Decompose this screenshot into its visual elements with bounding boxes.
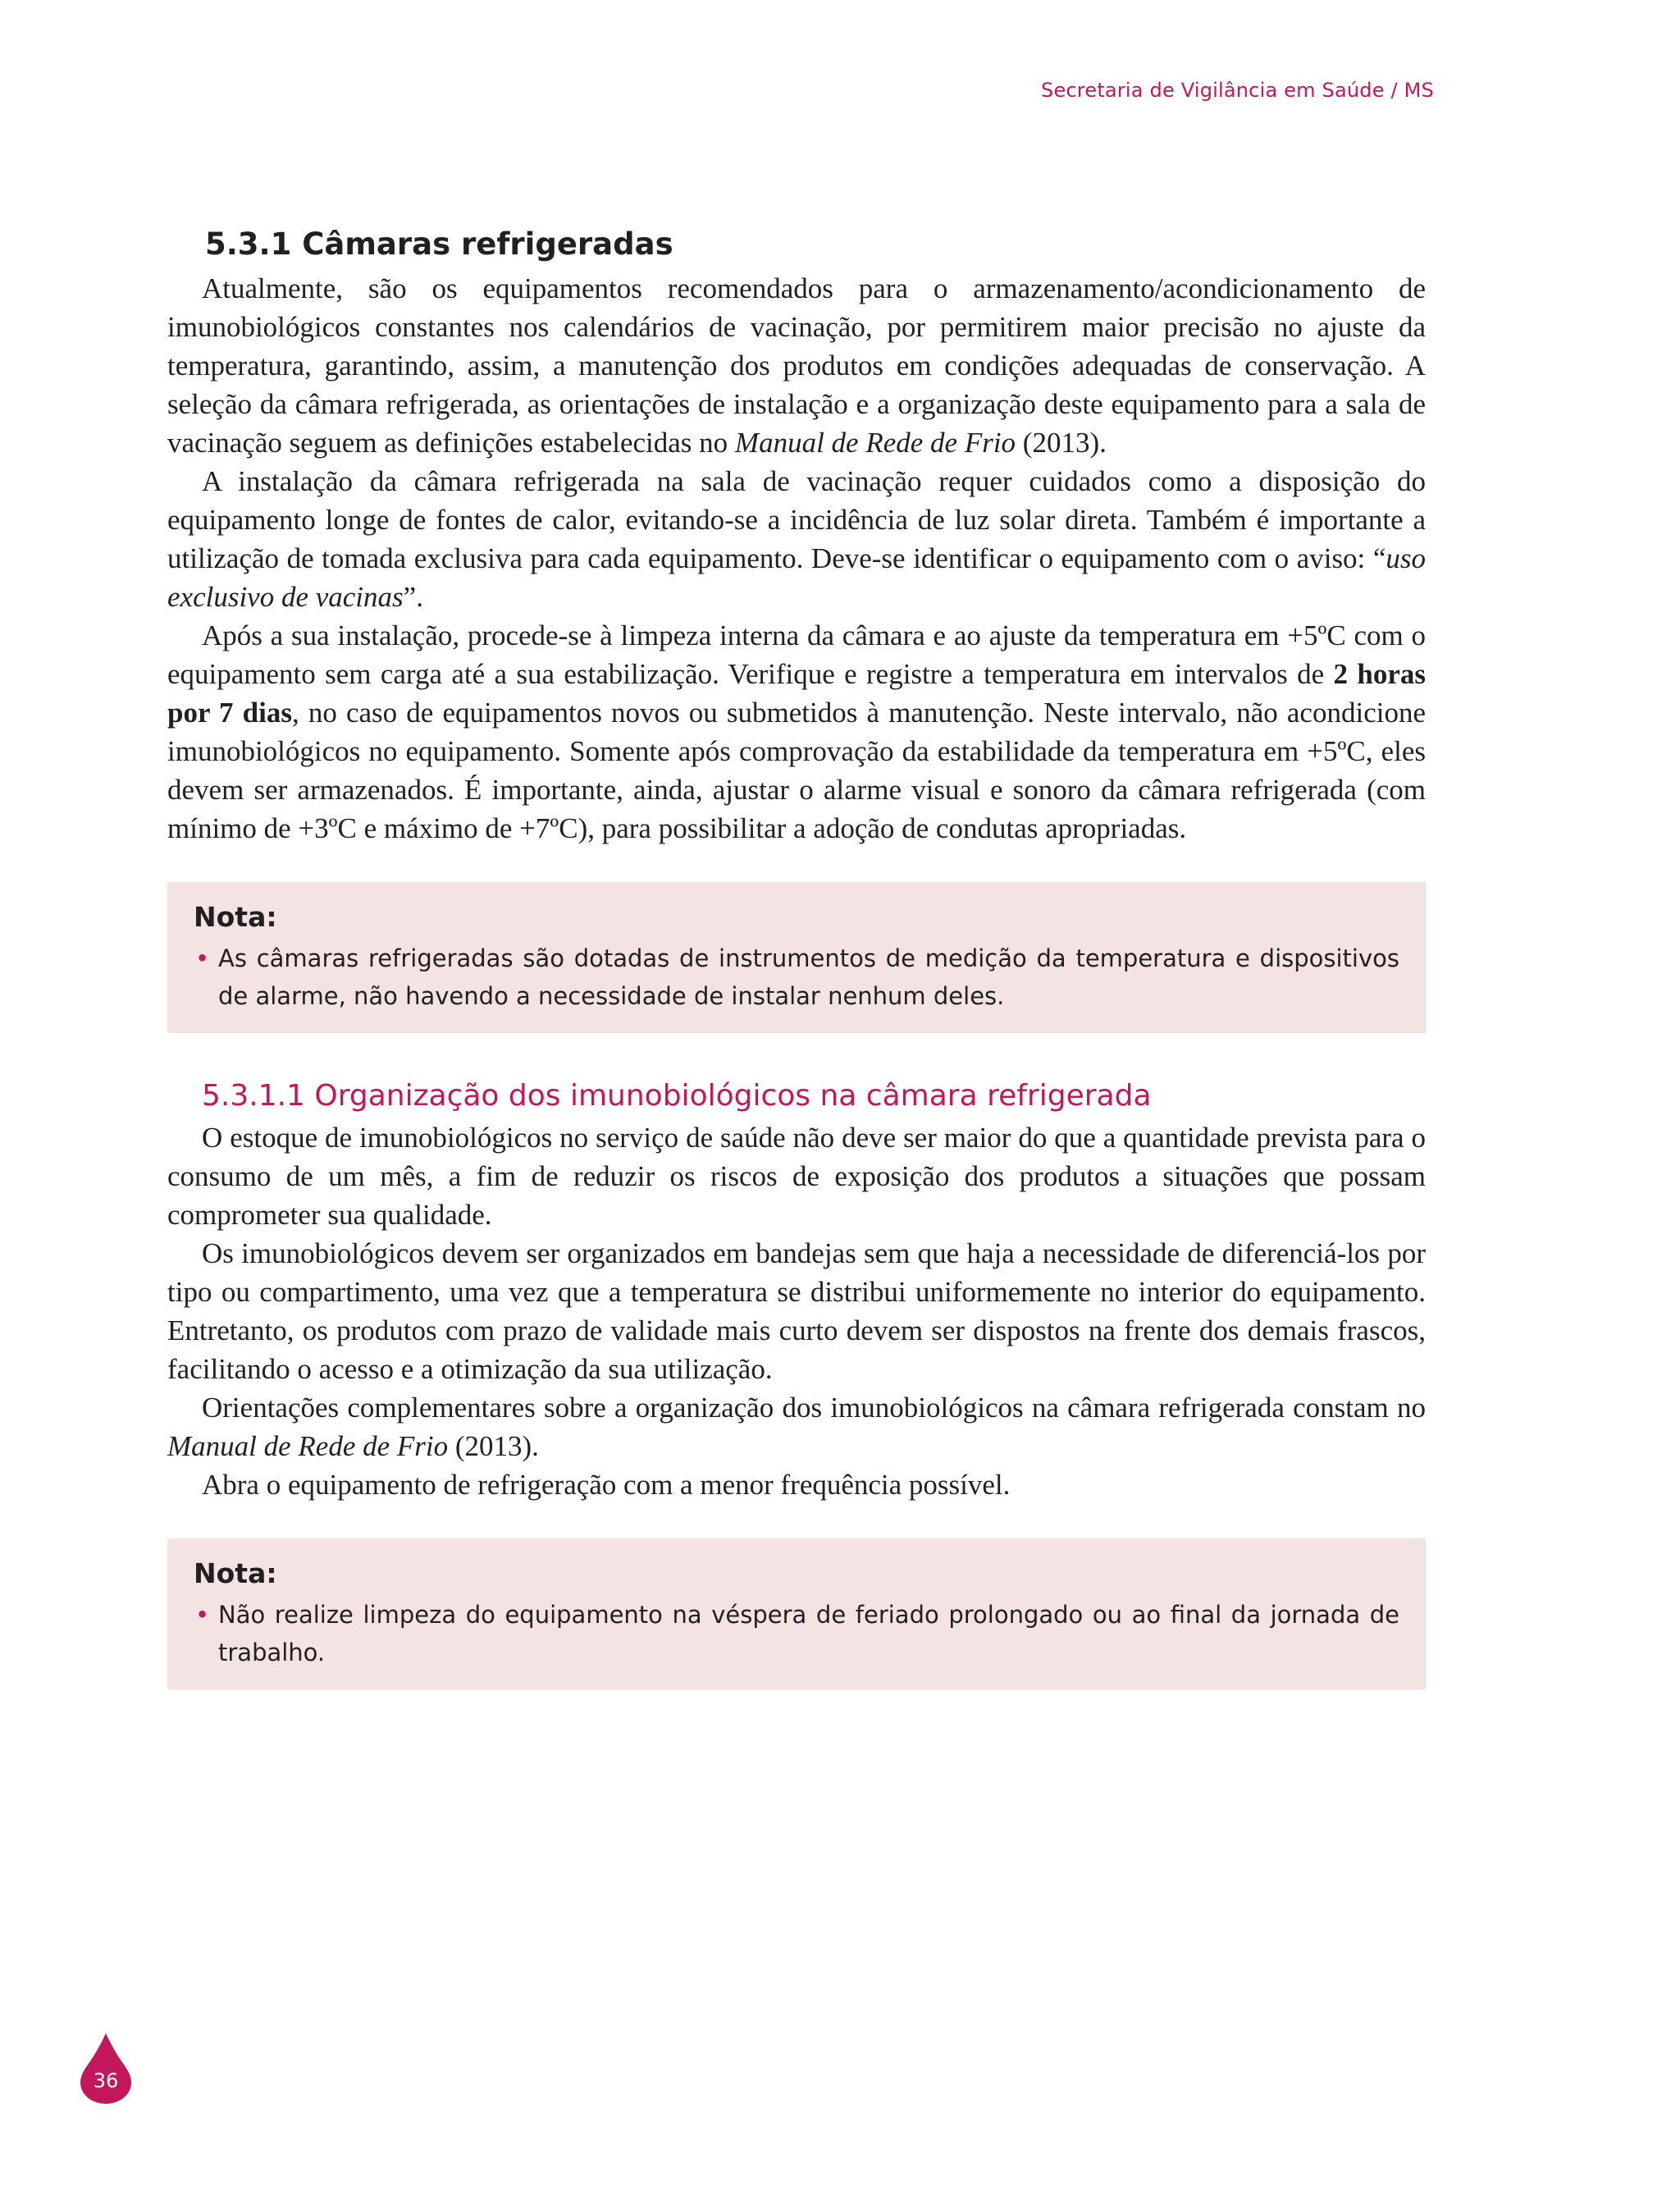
page-number: 36 — [93, 2069, 119, 2092]
section-heading: 5.3.1 Câmaras refrigeradas — [205, 226, 673, 262]
note-title: Nota: — [194, 901, 277, 933]
interval-emphasis: 2 horas por 7 dias — [167, 658, 1426, 729]
note-box-1 — [167, 882, 1426, 1033]
bullet-icon: • — [195, 1601, 210, 1629]
subsection-paragraph-1: O estoque de imunobiológicos no serviço de saúde não deve ser maior do que a quantidade prevista para o consumo de um mês, a fim de reduzir os riscos de exposição dos produtos a situações que possam comprometer sua qualidade. — [167, 1122, 1426, 1231]
manual-reference: Manual de Rede de Frio — [167, 1430, 449, 1462]
note-item: • Não realize limpeza do equipamento na véspera de feriado prolongado ou ao final da jornada de trabalho. — [194, 1596, 1399, 1671]
subsection-paragraph-2: Os imunobiológicos devem ser organizados em bandejas sem que haja a necessidade de diferenciá-los por tipo ou compartimento, uma vez que a temperatura se distribui uniformemente no interior do equipamento. Entretanto, os produtos com prazo de validade mais curto devem ser dispostos na frente dos demais frascos, facilitando o acesso e a otimização da sua utilização. — [167, 1237, 1426, 1385]
section-paragraph-2: A instalação da câmara refrigerada na sala de vacinação requer cuidados como a disposição do equipamento longe de fontes de calor, evitando-se a incidência de luz solar direta. Também é importante a utilização de tomada exclusiva para cada equipamento. Deve-se identificar o equipamento com o aviso: “uso exclusivo de vacinas”. — [167, 465, 1426, 613]
subsection-paragraph-3: Orientações complementares sobre a organização dos imunobiológicos na câmara refrigerada constam no Manual de Rede de Frio (2013). — [167, 1392, 1426, 1462]
note-list — [194, 1596, 1399, 1671]
note-box-2 — [167, 1538, 1426, 1689]
section-paragraph-1: Atualmente, são os equipamentos recomendados para o armazenamento/acondicionamento de imunobiológicos constantes nos calendários de vacinação, por permitirem maior precisão no ajuste da temperatura, garantindo, assim, a manutenção dos produtos em condições adequadas de conservação. A seleção da câmara refrigerada, as orientações de instalação e a organização deste equipamento para a sala de vacinação seguem as definições estabelecidas no Manual de Rede de Frio (2013). — [167, 272, 1426, 459]
subsection-heading: 5.3.1.1 Organização dos imunobiológicos na câmara refrigerada — [202, 1079, 1152, 1113]
note-list — [194, 939, 1399, 1015]
drop-icon — [80, 2033, 131, 2104]
warning-label-text: uso exclusivo de vacinas — [167, 542, 1426, 613]
note-title: Nota: — [194, 1557, 277, 1589]
note-item: • As câmaras refrigeradas são dotadas de instrumentos de medição da temperatura e dispositivos de alarme, não havendo a necessidade de instalar nenhum deles. — [194, 939, 1399, 1015]
manual-reference: Manual de Rede de Frio — [734, 427, 1016, 459]
section-paragraph-3: Após a sua instalação, procede-se à limpeza interna da câmara e ao ajuste da temperatura em +5ºC com o equipamento sem carga até a sua estabilização. Verifique e registre a temperatura em intervalos de 2 horas por 7 dias, no caso de equipamentos novos ou submetidos à manutenção. Neste intervalo, não acondicione imunobiológicos no equipamento. Somente após comprovação da estabilidade da temperatura em +5ºC, eles devem ser armazenados. É importante, ainda, ajustar o alarme visual e sonoro da câmara refrigerada (com mínimo de +3ºC e máximo de +7ºC), para possibilitar a adoção de condutas apropriadas. — [167, 619, 1426, 844]
subsection-paragraph-4: Abra o equipamento de refrigeração com a menor frequência possível. — [202, 1469, 1011, 1501]
running-header: Secretaria de Vigilância em Saúde / MS — [1041, 79, 1434, 102]
page-content — [167, 222, 1426, 1730]
bullet-icon: • — [195, 944, 210, 972]
page-number-badge — [80, 2033, 131, 2104]
